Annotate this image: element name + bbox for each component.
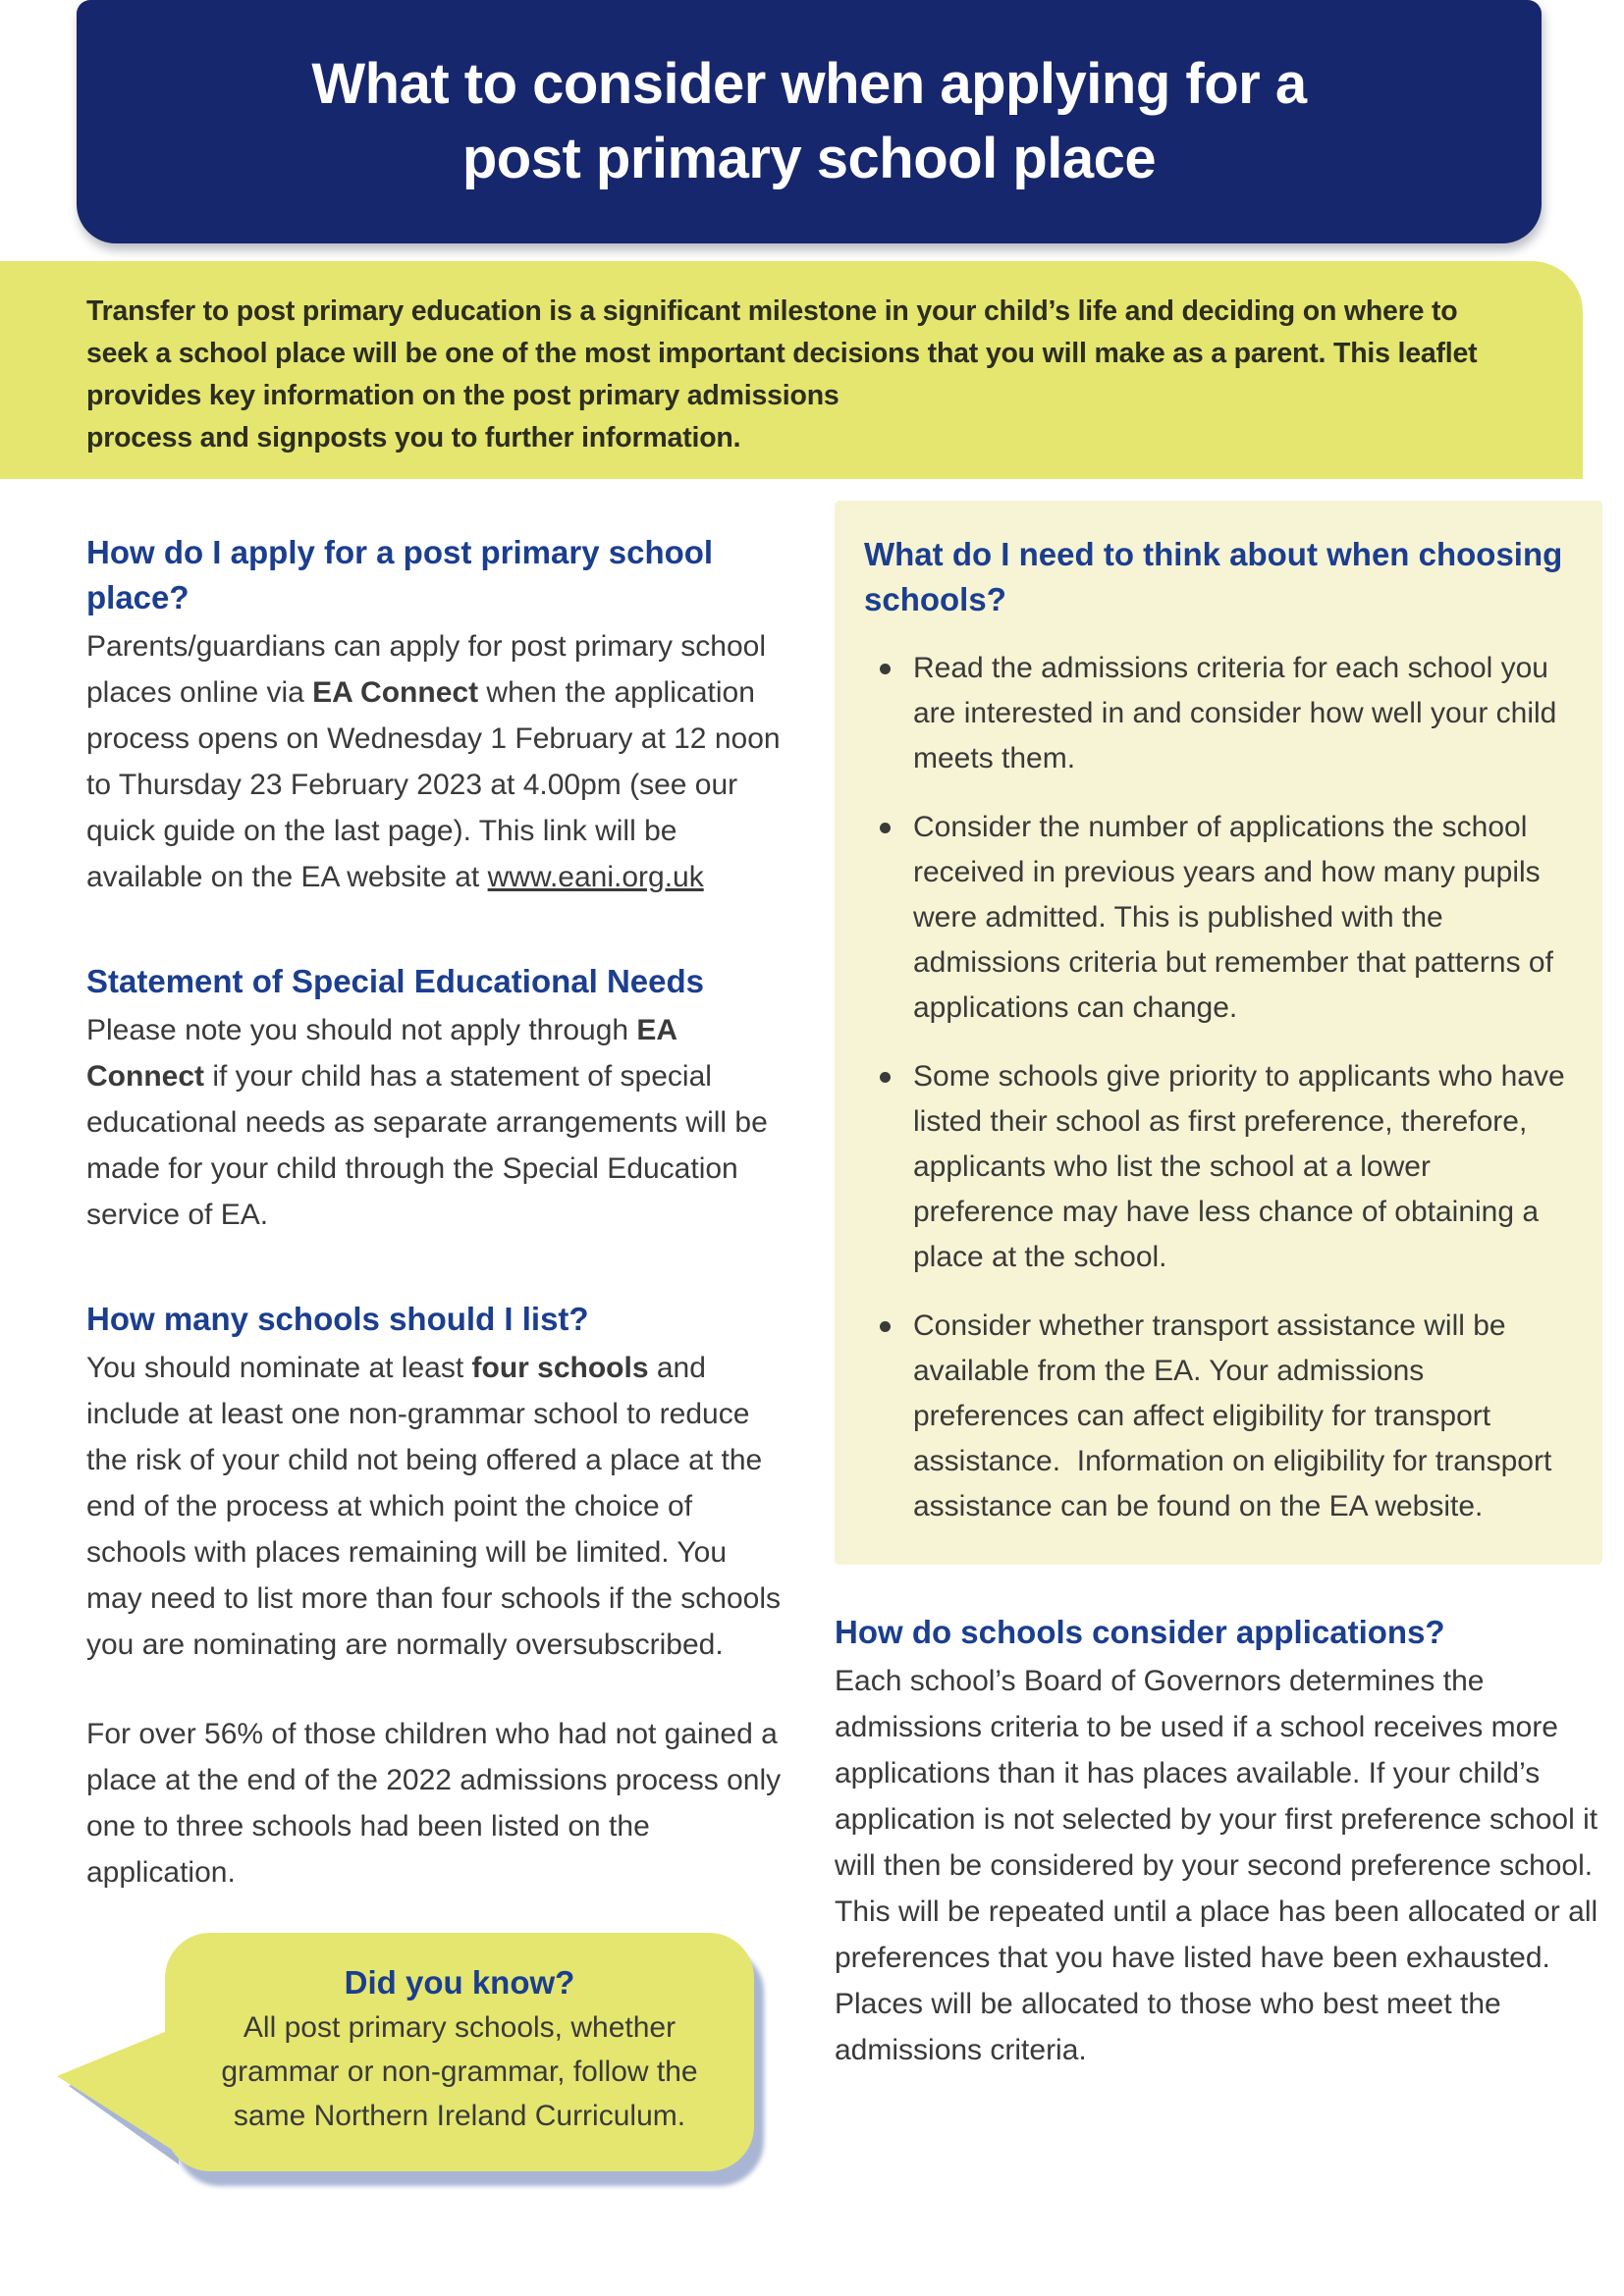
bullet-item: Consider whether transport assistance will be available from the EA. Your admissions preferences can affect eligibility for transport assistance. Information on eligibility for transport assistance can be found on the EA website.: [864, 1304, 1571, 1529]
left-column: [86, 501, 789, 2171]
paragraph-56-percent: For over 56% of those children who had not gained a place at the end of the 2022 admissions process only one to three schools had been listed on the application.: [86, 1718, 789, 1889]
did-you-know-heading: Did you know?: [344, 1964, 575, 2001]
section-how-do-i-apply: [86, 530, 788, 900]
intro-paragraph: [86, 291, 1543, 459]
consider-body: Each school’s Board of Governors determines the admissions criteria to be used if a school receives more applications than it has places available. If your child’s application is not selected by your first preference school it will then be considered by your second preference school. This will be repeated until a place has been allocated or all preferences that you have listed have been exhausted. Places will be allocated to those who best meet the admissions criteria.: [835, 1665, 1606, 2066]
think-box-heading: What do I need to think about when choosing schools?: [864, 536, 1563, 617]
section-heading-how-many: How many schools should I list?: [86, 1301, 589, 1337]
think-box-bullet-list: [864, 646, 1574, 1529]
right-column: [835, 501, 1606, 2171]
section-special-educational-needs: [86, 959, 785, 1238]
section-heading-sen: Statement of Special Educational Needs: [86, 963, 704, 999]
section-body-how-many: You should nominate at least four schools and include at least one non-grammar school to reduce the risk of your child not being offered a place at the end of the process at which point the choice of schools with places remaining will be limited. You may need to list more than four schools if the schools you are nominating are normally oversubscribed.: [86, 1352, 789, 1661]
header-banner: [77, 0, 1542, 243]
section-heading-apply: How do I apply for a post primary school place?: [86, 534, 714, 615]
section-how-many-schools: [86, 1297, 789, 1896]
section-body-sen: Please note you should not apply through EA Connect if your child has a statement of special educational needs as separate arrangements will be made for your child through the Special Education service of EA.: [86, 1014, 777, 1231]
did-you-know-card: [165, 1933, 754, 2171]
intro-line: seek a school place will be one of the most important decisions that you will make as a parent. This leaflet: [86, 338, 1478, 369]
main-content: [86, 501, 1606, 2171]
speech-bubble-tail-icon: [51, 2013, 179, 2170]
bullet-item: Consider the number of applications the school received in previous years and how many pupils were admitted. This is published with the admissions criteria but remember that patterns of applications can change.: [864, 805, 1571, 1031]
intro-band: [0, 261, 1583, 479]
consider-heading: How do schools consider applications?: [835, 1614, 1445, 1650]
intro-line: Transfer to post primary education is a significant milestone in your child’s life and deciding on where to: [86, 295, 1458, 327]
bullet-item: Read the admissions criteria for each school you are interested in and consider how well your child meets them.: [864, 646, 1571, 781]
page-title-line-1: What to consider when applying for a: [311, 52, 1307, 116]
intro-line: provides key information on the post primary admissions: [86, 380, 839, 411]
did-you-know-body: All post primary schools, whether grammar or non-grammar, follow the same Northern Ireland Curriculum.: [221, 2011, 698, 2132]
section-body-apply: Parents/guardians can apply for post primary school places online via EA Connect when the application process opens on Wednesday 1 February at 12 noon to Thursday 23 February 2023 at 4.00pm (see our quick guide on the last page). This link will be available on the EA website at www.eani.org.uk: [86, 630, 788, 893]
think-about-box: [835, 501, 1602, 1565]
bullet-item: Some schools give priority to applicants who have listed their school as first preference, therefore, applicants who list the school at a lower preference may have less chance of obtaining a place at the school.: [864, 1054, 1571, 1280]
section-how-schools-consider: [835, 1610, 1606, 2073]
page-title-line-2: post primary school place: [461, 127, 1157, 190]
intro-line: process and signposts you to further information.: [86, 422, 741, 454]
did-you-know-bubble: [165, 1933, 754, 2171]
eani-link[interactable]: www.eani.org.uk: [487, 861, 704, 893]
